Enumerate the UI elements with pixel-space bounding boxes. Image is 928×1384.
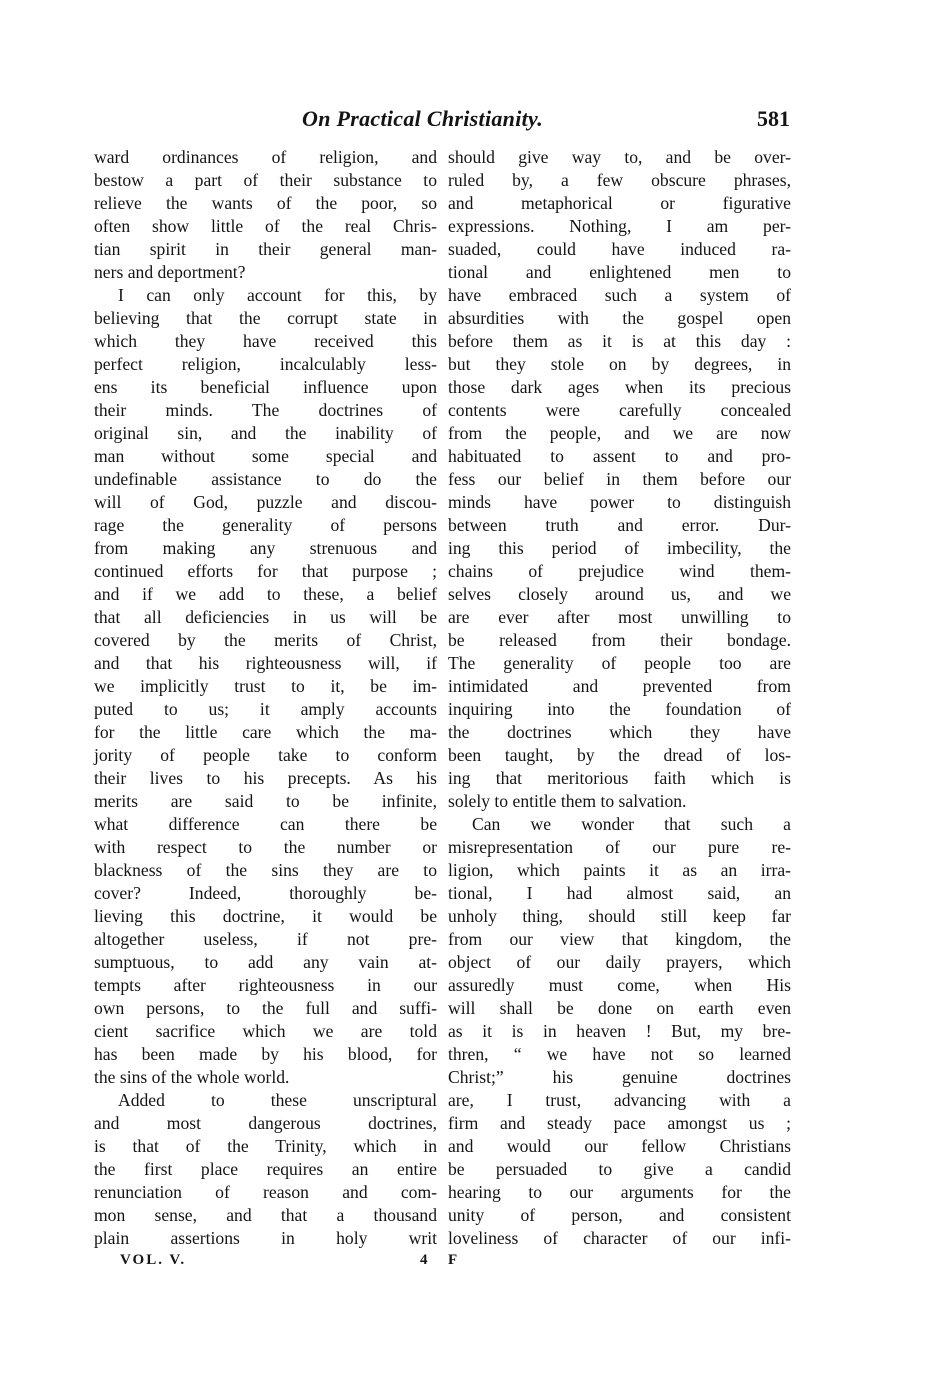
signature-letter: F (448, 1252, 458, 1268)
text-line: fess our belief in them before our (448, 469, 791, 489)
text-line: altogether useless, if not pre- (94, 929, 437, 949)
text-line: firm and steady pace amongst us ; (448, 1113, 791, 1133)
text-line: ward ordinances of religion, and (94, 147, 437, 167)
text-line: The generality of people too are (448, 653, 791, 673)
text-line: chains of prejudice wind them- (448, 561, 791, 581)
volume-mark: VOL. V. (120, 1252, 187, 1268)
text-line: inquiring into the foundation of (448, 699, 791, 719)
text-line: selves closely around us, and we (448, 584, 791, 604)
text-line: loveliness of character of our infi- (448, 1228, 791, 1248)
text-line: from our view that kingdom, the (448, 929, 791, 949)
text-line: from the people, and we are now (448, 423, 791, 443)
text-line: Added to these unscriptural (118, 1090, 437, 1110)
text-line: ners and deportment? (94, 262, 246, 282)
text-line: cover? Indeed, thoroughly be- (94, 883, 437, 903)
text-line: that all deficiencies in us will be (94, 607, 437, 627)
text-line: be released from their bondage. (448, 630, 791, 650)
text-line: tional, I had almost said, an (448, 883, 791, 903)
text-line: original sin, and the inability of (94, 423, 437, 443)
text-line: ligion, which paints it as an irra- (448, 860, 791, 880)
text-line: misrepresentation of our pure re- (448, 837, 791, 857)
text-line: continued efforts for that purpose ; (94, 561, 437, 581)
text-line: object of our daily prayers, which (448, 952, 791, 972)
text-line: perfect religion, incalculably less- (94, 354, 437, 374)
text-line: solely to entitle them to salvation. (448, 791, 687, 811)
text-line: often show little of the real Chris- (94, 216, 437, 236)
text-line: unity of person, and consistent (448, 1205, 791, 1225)
text-line: own persons, to the full and suffi- (94, 998, 437, 1018)
text-line: be persuaded to give a candid (448, 1159, 791, 1179)
text-line: sumptuous, to add any vain at- (94, 952, 437, 972)
text-line: from making any strenuous and (94, 538, 437, 558)
running-title: On Practical Christianity. (302, 106, 544, 131)
text-line: merits are said to be infinite, (94, 791, 437, 811)
text-line: undefinable assistance to do the (94, 469, 437, 489)
text-line: the first place requires an entire (94, 1159, 437, 1179)
text-line: thren, “ we have not so learned (448, 1044, 791, 1064)
page-number: 581 (757, 106, 790, 131)
text-line: mon sense, and that a thousand (94, 1205, 437, 1225)
text-line: their minds. The doctrines of (94, 400, 437, 420)
text-line: is that of the Trinity, which in (94, 1136, 437, 1156)
text-line: and metaphorical or figurative (448, 193, 791, 213)
text-line: which they have received this (94, 331, 437, 351)
text-line: habituated to assent to and pro- (448, 446, 791, 466)
text-line: renunciation of reason and com- (94, 1182, 437, 1202)
text-line: ruled by, a few obscure phrases, (448, 170, 791, 190)
text-line: jority of people take to conform (94, 745, 437, 765)
text-line: and most dangerous doctrines, (94, 1113, 437, 1133)
text-line: expressions. Nothing, I am per- (448, 216, 791, 236)
text-line: ing that meritorious faith which is (448, 768, 791, 788)
text-line: with respect to the number or (94, 837, 437, 857)
text-line: has been made by his blood, for (94, 1044, 437, 1064)
text-line: those dark ages when its precious (448, 377, 791, 397)
text-line: as it is in heaven ! But, my bre- (448, 1021, 791, 1041)
left-column (94, 146, 437, 1250)
text-line: plain assertions in holy writ (94, 1228, 437, 1248)
text-line: will shall be done on earth even (448, 998, 791, 1018)
text-line: what difference can there be (94, 814, 437, 834)
text-line: relieve the wants of the poor, so (94, 193, 437, 213)
text-line: tempts after righteousness in our (94, 975, 437, 995)
signature-number: 4 (420, 1252, 428, 1268)
text-line: man without some special and (94, 446, 437, 466)
text-line: and that his righteousness will, if (94, 653, 437, 673)
text-line: tian spirit in their general man- (94, 239, 437, 259)
text-line: intimidated and prevented from (448, 676, 791, 696)
text-line: have embraced such a system of (448, 285, 791, 305)
text-line: between truth and error. Dur- (448, 515, 791, 535)
running-head (0, 106, 928, 136)
text-line: ens its beneficial influence upon (94, 377, 437, 397)
text-line: covered by the merits of Christ, (94, 630, 437, 650)
text-line: are ever after most unwilling to (448, 607, 791, 627)
text-line: before them as it is at this day : (448, 331, 791, 351)
text-line: their lives to his precepts. As his (94, 768, 437, 788)
text-line: bestow a part of their substance to (94, 170, 437, 190)
text-line: will of God, puzzle and discou- (94, 492, 437, 512)
text-line: the doctrines which they have (448, 722, 791, 742)
text-line: been taught, by the dread of los- (448, 745, 791, 765)
text-line: absurdities with the gospel open (448, 308, 791, 328)
text-line: minds have power to distinguish (448, 492, 791, 512)
text-line: hearing to our arguments for the (448, 1182, 791, 1202)
text-line: assuredly must come, when His (448, 975, 791, 995)
text-line: the sins of the whole world. (94, 1067, 290, 1087)
text-line: should give way to, and be over- (448, 147, 791, 167)
right-column (448, 146, 791, 1250)
text-line: puted to us; it amply accounts (94, 699, 437, 719)
text-line: but they stole on by degrees, in (448, 354, 791, 374)
text-line: and if we add to these, a belief (94, 584, 437, 604)
text-line: I can only account for this, by (118, 285, 437, 305)
text-line: lieving this doctrine, it would be (94, 906, 437, 926)
text-line: Can we wonder that such a (472, 814, 791, 834)
text-line: tional and enlightened men to (448, 262, 791, 282)
text-line: ing this period of imbecility, the (448, 538, 791, 558)
text-line: suaded, could have induced ra- (448, 239, 791, 259)
text-line: rage the generality of persons (94, 515, 437, 535)
text-line: Christ;” his genuine doctrines (448, 1067, 791, 1087)
text-line: and would our fellow Christians (448, 1136, 791, 1156)
text-line: blackness of the sins they are to (94, 860, 437, 880)
page-footer (0, 1252, 928, 1276)
text-line: unholy thing, should still keep far (448, 906, 791, 926)
text-line: are, I trust, advancing with a (448, 1090, 791, 1110)
text-line: believing that the corrupt state in (94, 308, 437, 328)
text-line: cient sacrifice which we are told (94, 1021, 437, 1041)
text-line: contents were carefully concealed (448, 400, 791, 420)
text-line: we implicitly trust to it, be im- (94, 676, 437, 696)
text-line: for the little care which the ma- (94, 722, 437, 742)
